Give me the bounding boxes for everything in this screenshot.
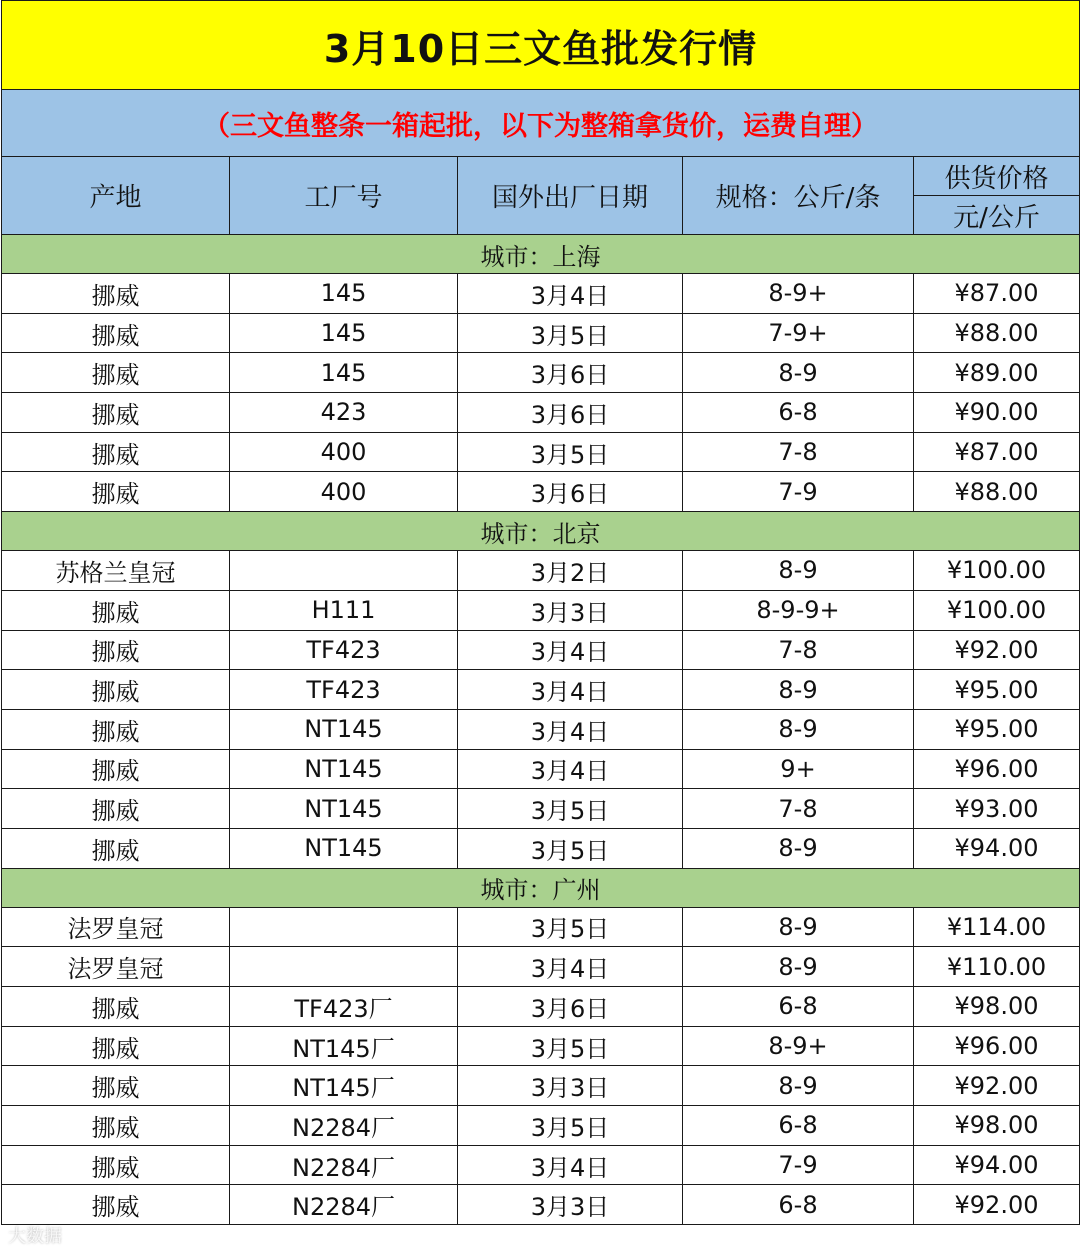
- cell-origin: 挪威: [2, 828, 230, 868]
- header-row: [2, 157, 1080, 196]
- cell-factory: [230, 551, 458, 591]
- cell-factory: 145: [230, 274, 458, 314]
- cell-origin: 挪威: [2, 1026, 230, 1066]
- table-row: [2, 987, 1080, 1027]
- cell-factory: 145: [230, 353, 458, 393]
- table-row: [2, 393, 1080, 433]
- cell-factory: [230, 907, 458, 947]
- cell-date: 3月6日: [458, 472, 683, 512]
- table-row: [2, 472, 1080, 512]
- cell-date: 3月4日: [458, 947, 683, 987]
- cell-origin: 挪威: [2, 590, 230, 630]
- cell-factory: TF423厂: [230, 987, 458, 1027]
- cell-price: ¥114.00: [914, 907, 1080, 947]
- cell-date: 3月6日: [458, 393, 683, 433]
- cell-spec: 7-8: [683, 630, 914, 670]
- table-row: [2, 1145, 1080, 1185]
- table-row: [2, 313, 1080, 353]
- cell-price: ¥87.00: [914, 432, 1080, 472]
- cell-date: 3月4日: [458, 630, 683, 670]
- cell-origin: 挪威: [2, 274, 230, 314]
- cell-factory: H111: [230, 590, 458, 630]
- cell-price: ¥94.00: [914, 828, 1080, 868]
- cell-price: ¥92.00: [914, 630, 1080, 670]
- cell-date: 3月4日: [458, 1145, 683, 1185]
- table-row: [2, 709, 1080, 749]
- cell-price: ¥88.00: [914, 313, 1080, 353]
- cell-date: 3月6日: [458, 987, 683, 1027]
- table-row: [2, 353, 1080, 393]
- cell-factory: N2284厂: [230, 1145, 458, 1185]
- cell-date: 3月4日: [458, 274, 683, 314]
- cell-spec: 6-8: [683, 1106, 914, 1146]
- cell-price: ¥98.00: [914, 987, 1080, 1027]
- header-date: 国外出厂日期: [458, 157, 683, 235]
- cell-origin: 挪威: [2, 1145, 230, 1185]
- cell-spec: 6-8: [683, 393, 914, 433]
- cell-spec: 8-9+: [683, 274, 914, 314]
- cell-factory: TF423: [230, 670, 458, 710]
- cell-spec: 7-9+: [683, 313, 914, 353]
- cell-factory: NT145: [230, 828, 458, 868]
- cell-factory: NT145: [230, 709, 458, 749]
- cell-origin: 挪威: [2, 630, 230, 670]
- cell-origin: 挪威: [2, 789, 230, 829]
- cell-origin: 挪威: [2, 1106, 230, 1146]
- cell-date: 3月5日: [458, 432, 683, 472]
- cell-date: 3月3日: [458, 1185, 683, 1225]
- cell-spec: 8-9: [683, 947, 914, 987]
- cell-date: 3月5日: [458, 828, 683, 868]
- cell-factory: [230, 947, 458, 987]
- table-row: [2, 670, 1080, 710]
- table-row: [2, 274, 1080, 314]
- table-row: [2, 907, 1080, 947]
- cell-date: 3月5日: [458, 907, 683, 947]
- cell-spec: 8-9: [683, 670, 914, 710]
- cell-spec: 7-9: [683, 472, 914, 512]
- cell-price: ¥94.00: [914, 1145, 1080, 1185]
- cell-factory: 145: [230, 313, 458, 353]
- watermark: 大数据: [8, 1226, 62, 1247]
- table-row: [2, 789, 1080, 829]
- cell-spec: 6-8: [683, 987, 914, 1027]
- cell-price: ¥87.00: [914, 274, 1080, 314]
- cell-origin: 法罗皇冠: [2, 907, 230, 947]
- cell-spec: 8-9-9+: [683, 590, 914, 630]
- table-row: [2, 947, 1080, 987]
- table-row: [2, 551, 1080, 591]
- city-row: [2, 235, 1080, 274]
- table-row: [2, 590, 1080, 630]
- cell-date: 3月4日: [458, 749, 683, 789]
- cell-date: 3月6日: [458, 353, 683, 393]
- cell-origin: 挪威: [2, 1066, 230, 1106]
- table-row: [2, 1185, 1080, 1225]
- cell-origin: 挪威: [2, 709, 230, 749]
- cell-spec: 8-9: [683, 828, 914, 868]
- cell-price: ¥88.00: [914, 472, 1080, 512]
- cell-factory: 423: [230, 393, 458, 433]
- title-row: [2, 1, 1080, 90]
- cell-factory: N2284厂: [230, 1185, 458, 1225]
- header-price: 供货价格: [914, 157, 1080, 196]
- cell-origin: 挪威: [2, 472, 230, 512]
- header-origin: 产地: [2, 157, 230, 235]
- cell-spec: 8-9: [683, 709, 914, 749]
- city-row: [2, 512, 1080, 551]
- subtitle-row: [2, 90, 1080, 157]
- cell-origin: 挪威: [2, 432, 230, 472]
- cell-factory: TF423: [230, 630, 458, 670]
- cell-price: ¥95.00: [914, 709, 1080, 749]
- cell-date: 3月4日: [458, 670, 683, 710]
- cell-price: ¥95.00: [914, 670, 1080, 710]
- cell-origin: 挪威: [2, 313, 230, 353]
- cell-factory: NT145厂: [230, 1026, 458, 1066]
- table-row: [2, 1066, 1080, 1106]
- cell-factory: NT145: [230, 789, 458, 829]
- cell-spec: 8-9: [683, 1066, 914, 1106]
- table-row: [2, 630, 1080, 670]
- price-table: [1, 0, 1080, 1225]
- cell-date: 3月5日: [458, 789, 683, 829]
- cell-price: ¥96.00: [914, 749, 1080, 789]
- cell-spec: 6-8: [683, 1185, 914, 1225]
- cell-origin: 挪威: [2, 393, 230, 433]
- table-row: [2, 828, 1080, 868]
- table-row: [2, 432, 1080, 472]
- cell-date: 3月5日: [458, 1106, 683, 1146]
- header-spec: 规格：公斤/条: [683, 157, 914, 235]
- table-row: [2, 749, 1080, 789]
- cell-price: ¥92.00: [914, 1066, 1080, 1106]
- page-title: 3月10日三文鱼批发行情: [2, 1, 1080, 90]
- cell-origin: 挪威: [2, 749, 230, 789]
- cell-price: ¥100.00: [914, 590, 1080, 630]
- city-heading: 城市：广州: [2, 868, 1080, 907]
- cell-price: ¥89.00: [914, 353, 1080, 393]
- cell-factory: N2284厂: [230, 1106, 458, 1146]
- cell-origin: 苏格兰皇冠: [2, 551, 230, 591]
- cell-origin: 挪威: [2, 987, 230, 1027]
- cell-price: ¥92.00: [914, 1185, 1080, 1225]
- cell-spec: 7-8: [683, 789, 914, 829]
- cell-price: ¥96.00: [914, 1026, 1080, 1066]
- cell-date: 3月2日: [458, 551, 683, 591]
- cell-spec: 8-9: [683, 353, 914, 393]
- header-factory: 工厂号: [230, 157, 458, 235]
- cell-price: ¥90.00: [914, 393, 1080, 433]
- cell-date: 3月5日: [458, 1026, 683, 1066]
- table-row: [2, 1106, 1080, 1146]
- cell-spec: 8-9+: [683, 1026, 914, 1066]
- cell-date: 3月5日: [458, 313, 683, 353]
- cell-spec: 8-9: [683, 907, 914, 947]
- city-row: [2, 868, 1080, 907]
- cell-factory: NT145厂: [230, 1066, 458, 1106]
- cell-price: ¥110.00: [914, 947, 1080, 987]
- cell-origin: 挪威: [2, 670, 230, 710]
- cell-spec: 9+: [683, 749, 914, 789]
- cell-price: ¥100.00: [914, 551, 1080, 591]
- cell-origin: 法罗皇冠: [2, 947, 230, 987]
- cell-spec: 7-9: [683, 1145, 914, 1185]
- cell-price: ¥98.00: [914, 1106, 1080, 1146]
- cell-origin: 挪威: [2, 1185, 230, 1225]
- cell-factory: 400: [230, 432, 458, 472]
- cell-date: 3月3日: [458, 1066, 683, 1106]
- cell-spec: 8-9: [683, 551, 914, 591]
- cell-origin: 挪威: [2, 353, 230, 393]
- cell-factory: NT145: [230, 749, 458, 789]
- city-heading: 城市：上海: [2, 235, 1080, 274]
- cell-spec: 7-8: [683, 432, 914, 472]
- cell-date: 3月3日: [458, 590, 683, 630]
- header-price-unit: 元/公斤: [914, 196, 1080, 235]
- cell-price: ¥93.00: [914, 789, 1080, 829]
- table-row: [2, 1026, 1080, 1066]
- subtitle-note: （三文鱼整条一箱起批，以下为整箱拿货价，运费自理）: [2, 90, 1080, 157]
- city-heading: 城市：北京: [2, 512, 1080, 551]
- cell-factory: 400: [230, 472, 458, 512]
- cell-date: 3月4日: [458, 709, 683, 749]
